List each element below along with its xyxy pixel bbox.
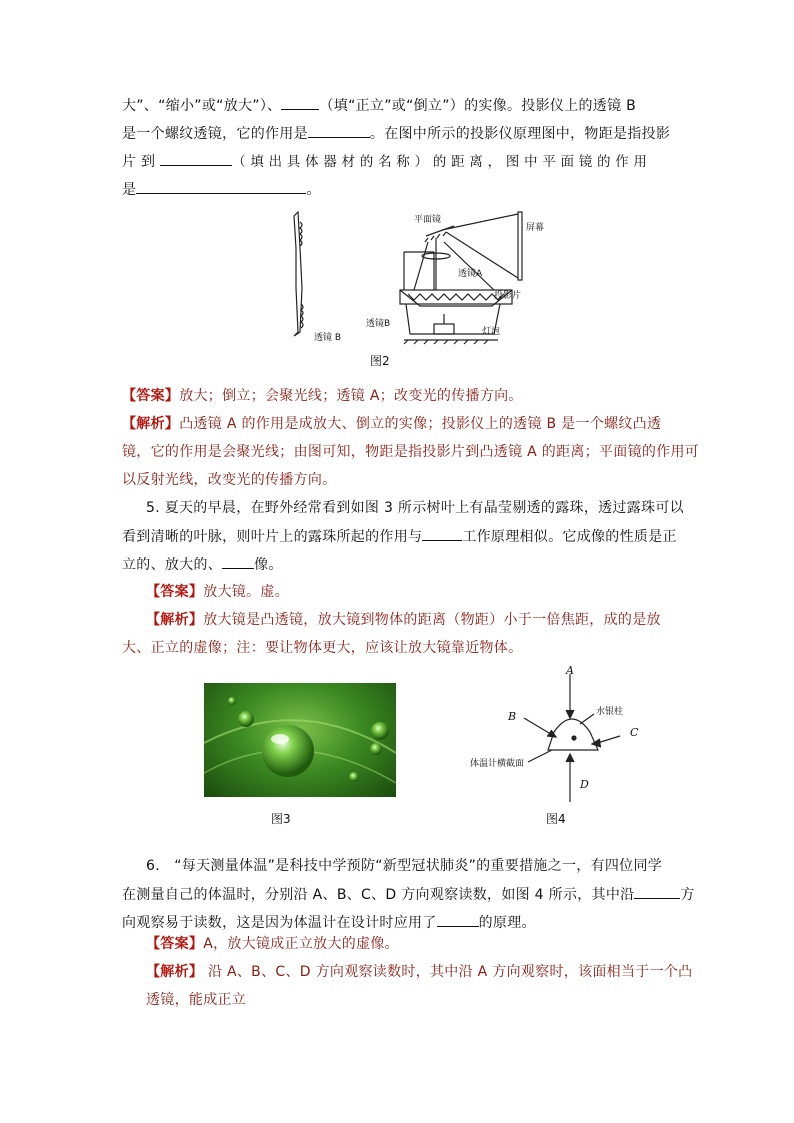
analysis-text: 沿 A、B、C、D 方向观察读数时，其中沿 A 方向观察时，该面相当于一个凸: [203, 964, 693, 980]
q4-line-2: [122, 123, 670, 144]
analysis-tag: 【解析】: [146, 964, 204, 980]
q5-line-3: [122, 554, 283, 575]
label-d: D: [580, 778, 589, 791]
text: 是: [122, 182, 137, 198]
blank: [308, 123, 370, 138]
text: 向观察易于读数，这是因为体温计在设计时应用了: [122, 915, 437, 931]
q6-line-2: [122, 884, 695, 905]
figure-2-projector-diagram: [286, 208, 545, 350]
q5-analysis-1: [146, 610, 661, 630]
q5-answer: [146, 582, 289, 602]
q4-analysis-2: 镜，它的作用是会聚光线；由图可知，物距是指投影片到凸透镜 A 的距离；平面镜的作用可: [122, 444, 700, 460]
figure-3-caption: 图3: [271, 812, 291, 826]
answer-tag: 【答案】: [122, 388, 180, 404]
label-lens-a: 透镜A: [458, 269, 483, 279]
label-a: A: [566, 664, 574, 677]
text: 。在图中所示的投影仪原理图中，物距是指投影: [369, 126, 671, 142]
label-lens-b-left: 透镜 B: [314, 333, 342, 343]
figure-4-caption: 图4: [546, 812, 566, 826]
blank: [634, 884, 680, 899]
q4-line-4: [122, 179, 321, 200]
q5-analysis-2: 大、正立的虚像；注：要让物体更大，应该让放大镜靠近物体。: [122, 640, 523, 656]
q5-line-2: [122, 526, 677, 547]
q4-line-3: [122, 151, 647, 173]
q4-line-1: [122, 95, 636, 116]
text: 。: [306, 182, 321, 198]
text: 的原理。: [478, 915, 536, 931]
label-lens-b: 透镜B: [366, 319, 391, 329]
answer-text: A，放大镜成正立放大的虚像。: [203, 936, 399, 952]
q4-answer: [122, 386, 523, 406]
blank: [136, 179, 306, 194]
text: 片 到: [122, 154, 156, 170]
q6-line-1: 6． “每天测量体温”是科技中学预防“新型冠状肺炎”的重要措施之一，有四位同学: [146, 858, 663, 874]
answer-text: 放大；倒立；会聚光线；透镜 A；改变光的传播方向。: [179, 388, 523, 404]
analysis-tag: 【解析】: [146, 612, 204, 628]
figure-3-dewdrop-photo: [204, 683, 396, 797]
text: （填“正立”或“倒立”）的实像。投影仪上的透镜 B: [319, 98, 637, 114]
q6-analysis-1: [146, 962, 692, 982]
label-bulb: 灯泡: [482, 327, 501, 337]
label-plane-mirror: 平面镜: [414, 215, 442, 225]
q6-answer: [146, 934, 399, 954]
dewdrop-image: [204, 683, 396, 797]
label-section: 体温计横截面: [470, 759, 525, 769]
answer-text: 放大镜。虚。: [203, 584, 290, 600]
blank: [281, 95, 319, 110]
label-c: C: [630, 726, 639, 739]
answer-tag: 【答案】: [146, 936, 204, 952]
q6-analysis-2: 透镜，能成正立: [146, 992, 247, 1008]
blank: [437, 912, 479, 927]
label-b: B: [508, 710, 517, 723]
analysis-text: 放大镜是凸透镜，放大镜到物体的距离（物距）小于一倍焦距，成的是放: [203, 612, 661, 628]
analysis-text: 凸透镜 A 的作用是成放大、倒立的实像；投影仪上的透镜 B 是一个螺纹凸透: [179, 416, 662, 432]
blank: [160, 151, 232, 166]
blank: [222, 554, 254, 569]
q4-analysis-1: [122, 414, 661, 434]
text: 看到清晰的叶脉，则叶片上的露珠所起的作用与: [122, 529, 423, 545]
label-slide: 投影片: [494, 291, 522, 301]
text: 在测量自己的体温时，分别沿 A、B、C、D 方向观察读数，如图 4 所示，其中沿: [122, 887, 635, 903]
text: 大”、“缩小”或“放大”）、: [122, 98, 282, 114]
text: 是一个螺纹透镜，它的作用是: [122, 126, 308, 142]
figure-4-thermometer-diagram: [470, 666, 650, 806]
text: 工作原理相似。它成像的性质是正: [462, 529, 677, 545]
figure-2-caption: 图2: [370, 354, 390, 368]
text: 方: [680, 887, 695, 903]
q5-line-1: 5. 夏天的早晨，在野外经常看到如图 3 所示树叶上有晶莹剔透的露珠，透过露珠可以: [146, 500, 684, 516]
q6-line-3: [122, 912, 536, 933]
text: （ 填 出 具 体 器 材 的 名 称 ） 的 距 离 ， 图 中 平 面 镜 的 作 用: [232, 155, 648, 170]
answer-tag: 【答案】: [146, 584, 204, 600]
analysis-tag: 【解析】: [122, 416, 180, 432]
label-screen: 屏幕: [526, 223, 545, 233]
text: 立的、放大的、: [122, 557, 223, 573]
q4-analysis-3: 以反射光线，改变光的传播方向。: [122, 472, 337, 488]
blank: [422, 526, 462, 541]
label-mercury: 水银柱: [596, 707, 624, 717]
text: 像。: [254, 557, 283, 573]
